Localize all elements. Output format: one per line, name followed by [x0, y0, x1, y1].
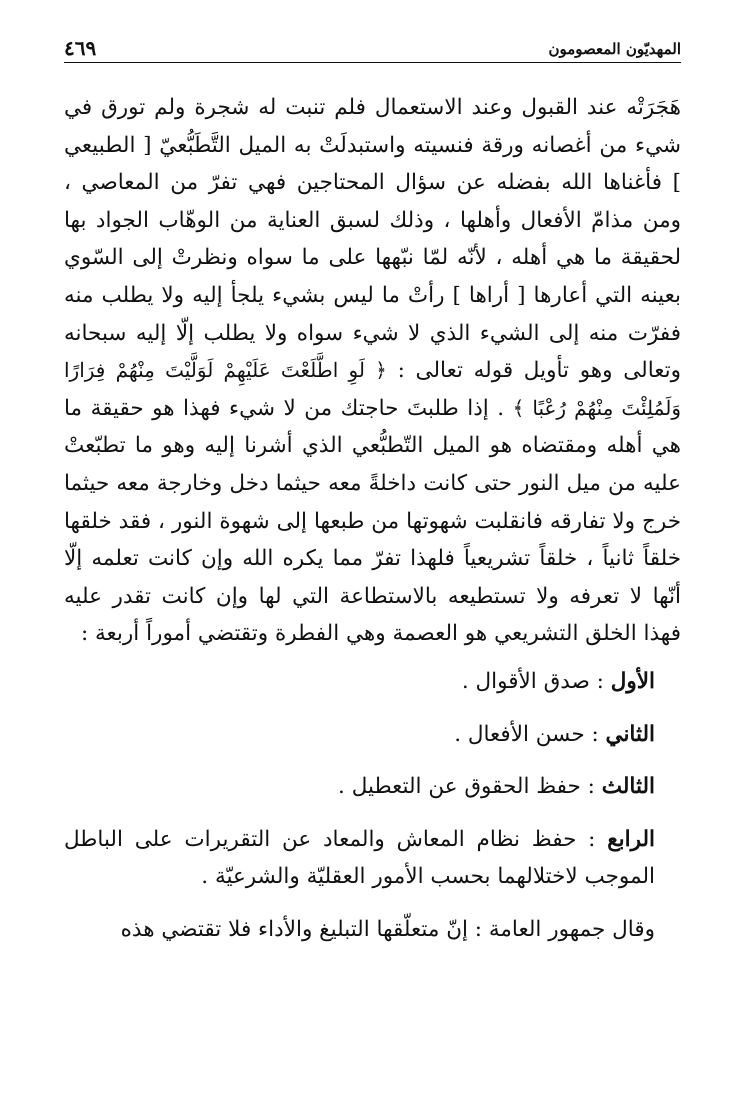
item-text: : حفظ الحقوق عن التعطيل .: [338, 774, 602, 800]
quran-verse: ﴿ لَوِ اطَّلَعْتَ عَلَيْهِمْ لَوَلَّيْتَ مِنْهُمْ فِرَارًا وَلَمُلِئْتَ مِنْهُمْ رُعْبًا ﴾: [64, 358, 681, 420]
list-item: [64, 768, 681, 806]
item-text: : صدق الأقوال .: [461, 668, 611, 694]
list-item: [64, 716, 681, 754]
closing-line: وقال جمهور العامة : إنّ متعلّقها التبليغ والأداء فلا تقتضي هذه: [120, 916, 655, 942]
item-term: الرابع: [607, 826, 655, 852]
text-before-verse: هَجَرَتْه عند القبول وعند الاستعمال فلم تنبت له شجرة ولم تورق في شيء من أغصانه ورقة فنسيته واستبدلَتْ به الميل التَّطَبُّعيّ [ الطبيعي ] فأغناها الله بفضله عن سؤال المحتاجين فهي تفرّ من المعاصي ، ومن مذامّ الأفعال وأهلها ، وذلك لسبق العناية من الوهّاب الجواد بها لحقيقة ما هي أهله ، لأنّه لمّا نبّهها على ما سواه ونظرتْ إلى السّوي بعينه التي أعارها [ أراها ] رأتْ ما ليس بشيء يلجأ إليه ولا يطلب منه ففرّت منه إلى الشيء الذي لا شيء سواه ولا يطلب إلّا إليه سبحانه وتعالى وهو تأويل قوله تعالى :: [64, 95, 681, 384]
item-term: الأول: [610, 668, 655, 694]
item-text: : حفظ نظام المعاش والمعاد عن التقريرات على الباطل الموجب لاختلالهما بحسب الأمور العقليّة والشرعيّة .: [64, 826, 655, 890]
main-text: [64, 89, 681, 653]
page-number: ٤٦٩: [64, 36, 97, 60]
text-after-verse: . إذا طلبتَ حاجتك من لا شيء فهذا هو حقيقة ما هي أهله ومقتضاه هو الميل التّطبُّعي الذي أشرنا إليه وهو ما تطبّعتْ عليه من ميل النور حتى كانت داخلةً معه حيثما دخل وخارجة معه حيثما خرج ولا تفارقه فانقلبت شهوتها من طبعها إلى شهوة النور ، فقد خلقها خلقاً ثانياً ، خلقاً تشريعياً فلهذا تفرّ مما يكره الله وإن كانت تعلمه إلّا أنّها لا تعرفه ولا تستطيعه بالاستطاعة التي لها وإن كانت تقدر عليه فهذا الخلق التشريعي هو العصمة وهي الفطرة وتقتضي أموراً أربعة :: [64, 395, 681, 647]
item-term: الثالث: [601, 774, 655, 800]
list-item: [64, 663, 681, 701]
item-text: : حسن الأفعال .: [454, 721, 606, 747]
running-title: المهديّون المعصومون: [548, 40, 681, 58]
list-item: [64, 821, 681, 896]
four-matters-list: [64, 663, 681, 896]
page-header: [64, 28, 681, 63]
paragraph: [64, 89, 681, 653]
item-term: الثاني: [605, 721, 655, 747]
